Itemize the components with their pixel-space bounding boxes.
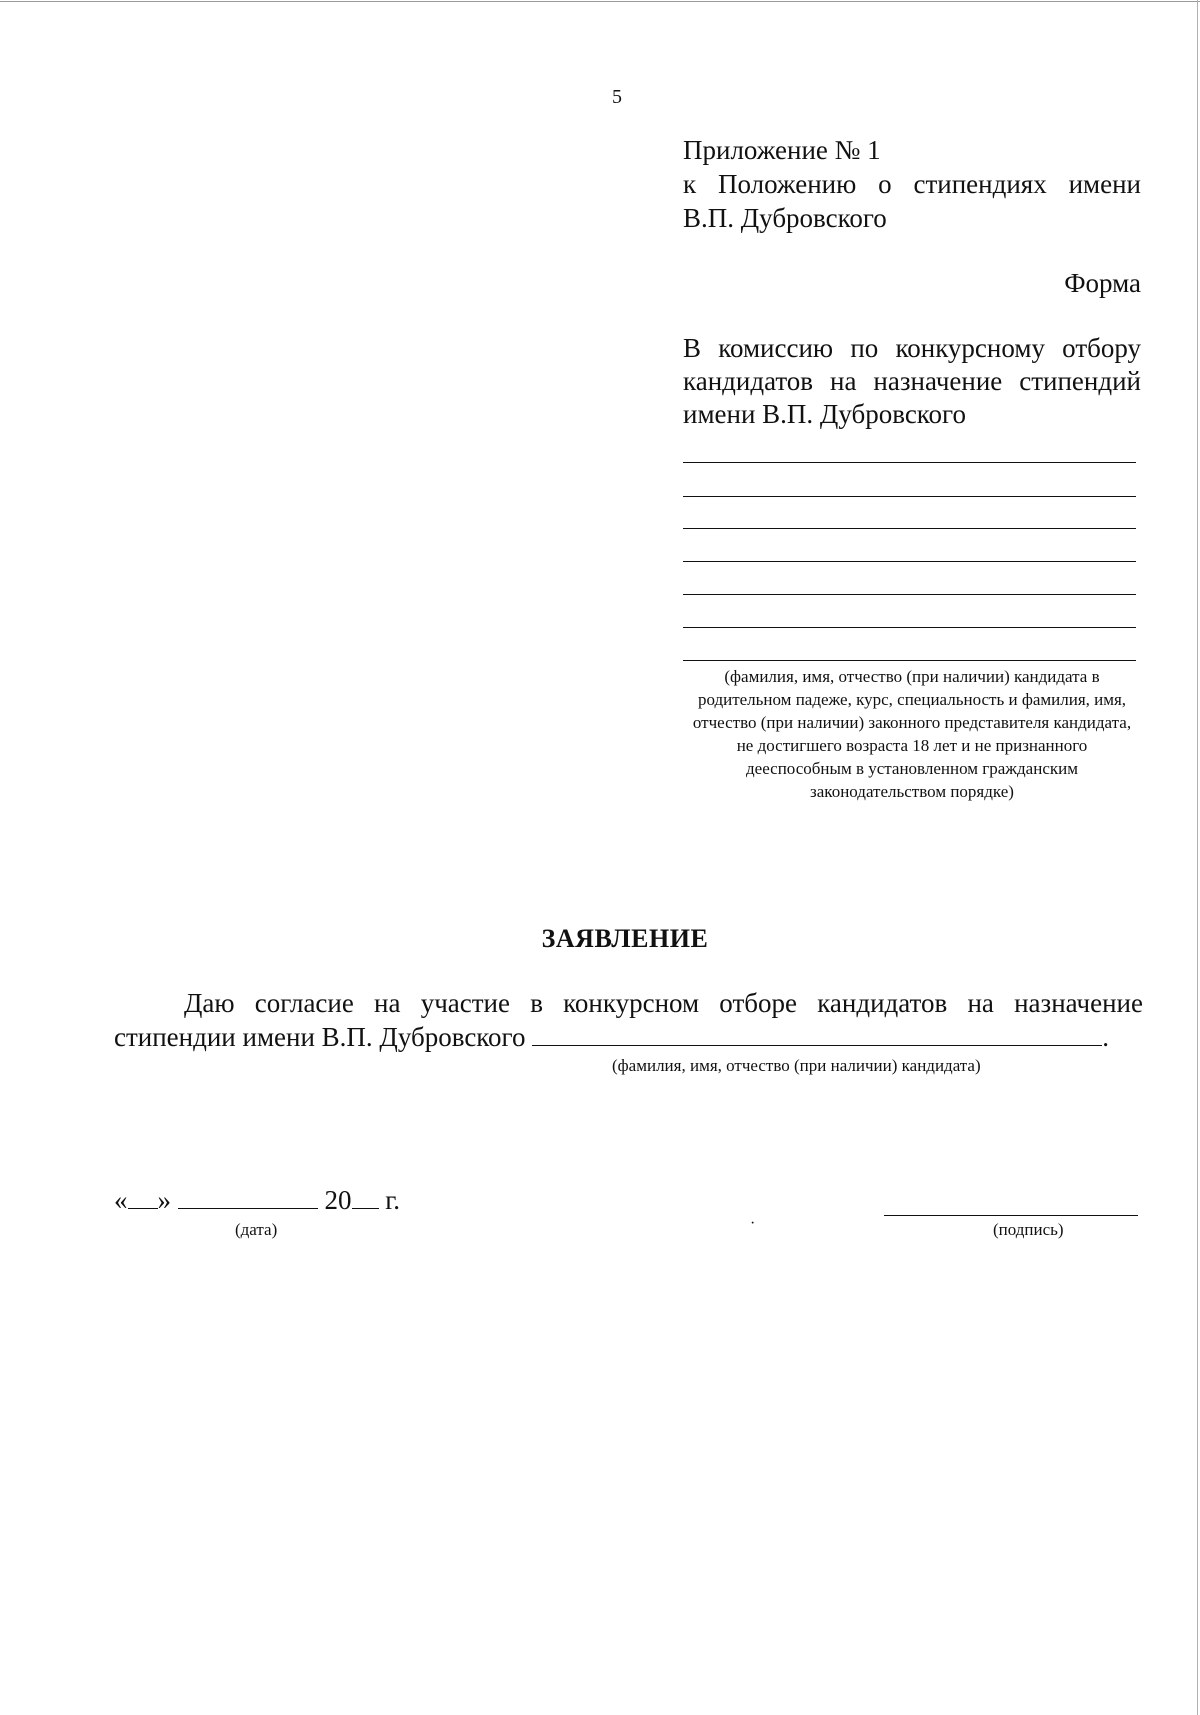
year-suffix: г. xyxy=(385,1185,401,1215)
applicant-fill-line[interactable] xyxy=(683,594,1136,595)
year-field[interactable] xyxy=(352,1208,379,1209)
date-caption: (дата) xyxy=(235,1220,278,1239)
signature-field[interactable] xyxy=(884,1215,1138,1216)
form-label: Форма xyxy=(1064,268,1141,298)
day-field[interactable] xyxy=(128,1208,158,1209)
stray-dot: · xyxy=(750,1215,756,1232)
close-quote: » xyxy=(157,1185,171,1215)
recipient-block xyxy=(683,332,1141,431)
applicant-fill-line[interactable] xyxy=(683,660,1136,661)
signature-caption: (подпись) xyxy=(993,1220,1064,1239)
consent-paragraph xyxy=(114,986,1143,1054)
open-quote: « xyxy=(114,1185,128,1215)
page-number: 5 xyxy=(612,86,622,108)
recipient-line-3: имени В.П. Дубровского xyxy=(683,399,966,429)
applicant-caption: (фамилия, имя, отчество (при наличии) кандидата в родительном падеже, курс, специальность и фамилия, имя, отчество (при наличии) законного представителя кандидата, не достигшего возраста 18 лет и не признанного дееспособным в установленном гражданским законодательством порядке) xyxy=(692,667,1132,801)
candidate-name-caption: (фамилия, имя, отчество (при наличии) кандидата) xyxy=(612,1056,981,1075)
appendix-line-1: Приложение № 1 xyxy=(683,135,881,165)
scan-edge-right xyxy=(1197,0,1198,1715)
recipient-line-1: В комиссию по конкурсному отбору xyxy=(683,333,1141,363)
consent-line-2-text: стипендии имени В.П. Дубровского xyxy=(114,1022,526,1052)
month-field[interactable] xyxy=(178,1208,318,1209)
recipient-line-2: кандидатов на назначение стипендий xyxy=(683,366,1141,396)
applicant-fill-line[interactable] xyxy=(683,462,1136,463)
applicant-fill-line[interactable] xyxy=(683,528,1136,529)
date-row xyxy=(114,1185,400,1216)
appendix-header xyxy=(683,133,1141,235)
candidate-name-field[interactable] xyxy=(532,1045,1102,1046)
consent-line-1: Даю согласие на участие в конкурсном отборе кандидатов на назначение xyxy=(184,988,1143,1018)
year-prefix: 20 xyxy=(324,1185,352,1215)
consent-line-2 xyxy=(114,1020,1143,1054)
appendix-line-2: к Положению о стипендиях имени xyxy=(683,169,1141,199)
applicant-fill-line[interactable] xyxy=(683,561,1136,562)
applicant-fill-line[interactable] xyxy=(683,627,1136,628)
appendix-line-3: В.П. Дубровского xyxy=(683,203,887,233)
consent-period: . xyxy=(1102,1022,1109,1052)
document-title: ЗАЯВЛЕНИЕ xyxy=(541,924,709,953)
applicant-fill-line[interactable] xyxy=(683,496,1136,497)
scan-edge-top xyxy=(0,1,1200,2)
